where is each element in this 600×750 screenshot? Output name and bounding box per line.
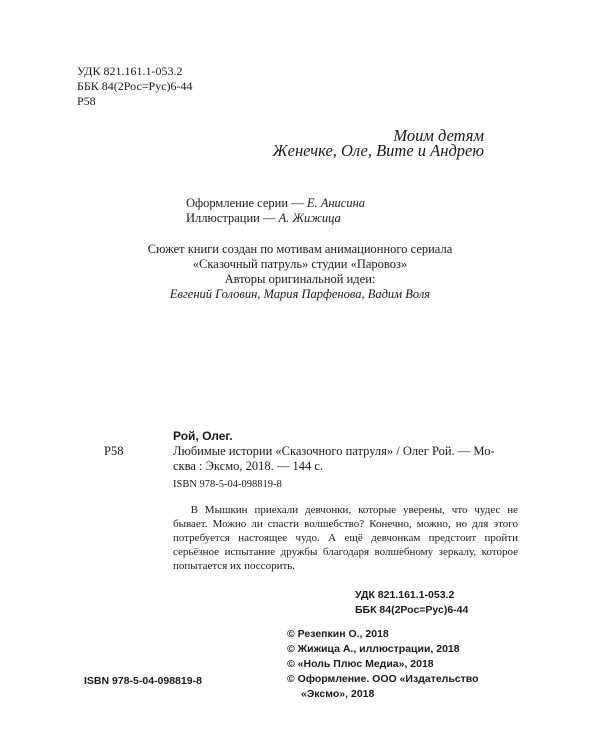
copyright-author: © Резепкин О., 2018 [287,628,389,640]
udk-code: УДК 821.161.1-053.2 [77,64,183,78]
plot-line-2: «Сказочный патруль» студии «Паровоз» [192,257,408,271]
author-sign: Р58 [77,94,96,108]
dedication-line-2: Женечке, Оле, Вите и Андрею [272,141,484,160]
copyright-block [287,627,479,702]
plot-line-1: Сюжет книги создан по мотивам анимационного сериала [147,242,453,256]
series-design-name: Е. Анисина [306,196,366,210]
bbk-code: ББК 84(2Рос=Рус)6-44 [77,79,193,93]
illustrations-credit [186,211,365,226]
udk-bottom-block [355,588,468,618]
illustrations-label: Иллюстрации — [186,211,276,225]
series-design-credit [186,196,365,211]
dedication [273,128,484,158]
catalog-isbn: ISBN 978-5-04-098819-8 [173,479,282,490]
copyright-design-2: «Эксмо», 2018 [301,688,375,700]
catalog-title-line-1: Любимые истории «Сказочного патруля» / Олег Рой. — Мо- [173,444,495,458]
original-authors-names: Евгений Головин, Мария Парфенова, Вадим Воля [169,287,431,301]
series-design-label: Оформление серии — [186,196,304,210]
bbk-bottom-code: ББК 84(2Рос=Рус)6-44 [355,604,469,616]
illustrations-name: А. Жижица [278,211,341,225]
isbn-bottom: ISBN 978-5-04-098819-8 [84,675,202,687]
udk-top-block [77,64,193,109]
catalog-description [173,444,513,474]
catalog-code: Р58 [104,444,124,458]
plot-source-note [100,242,500,302]
catalog-title-line-2: сква : Эксмо, 2018. — 144 с. [173,459,324,473]
original-authors-label: Авторы оригинальной идеи: [224,272,376,286]
udk-bottom-code: УДК 821.161.1-053.2 [355,589,455,601]
dedication-line-1: Моим детям [393,126,484,145]
copyright-illustrations: © Жижица А., иллюстрации, 2018 [287,643,460,655]
annotation: В Мышкин приехали девчонки, которые уверены, что чудес не бывает. Можно ли спасти волшебство? Конечно, можно, но для этого потребуется настоящее чудо. А ещё девчонкам предстоит пройти серьёзное испытание дружбы благодаря волшебному зеркалу, которое попытается их поссорить. [173,504,518,572]
catalog-author: Рой, Олег. [173,429,233,443]
copyright-media: © «Ноль Плюс Медиа», 2018 [287,658,434,670]
credits [186,196,365,226]
copyright-design-1: © Оформление. ООО «Издательство [287,673,479,685]
